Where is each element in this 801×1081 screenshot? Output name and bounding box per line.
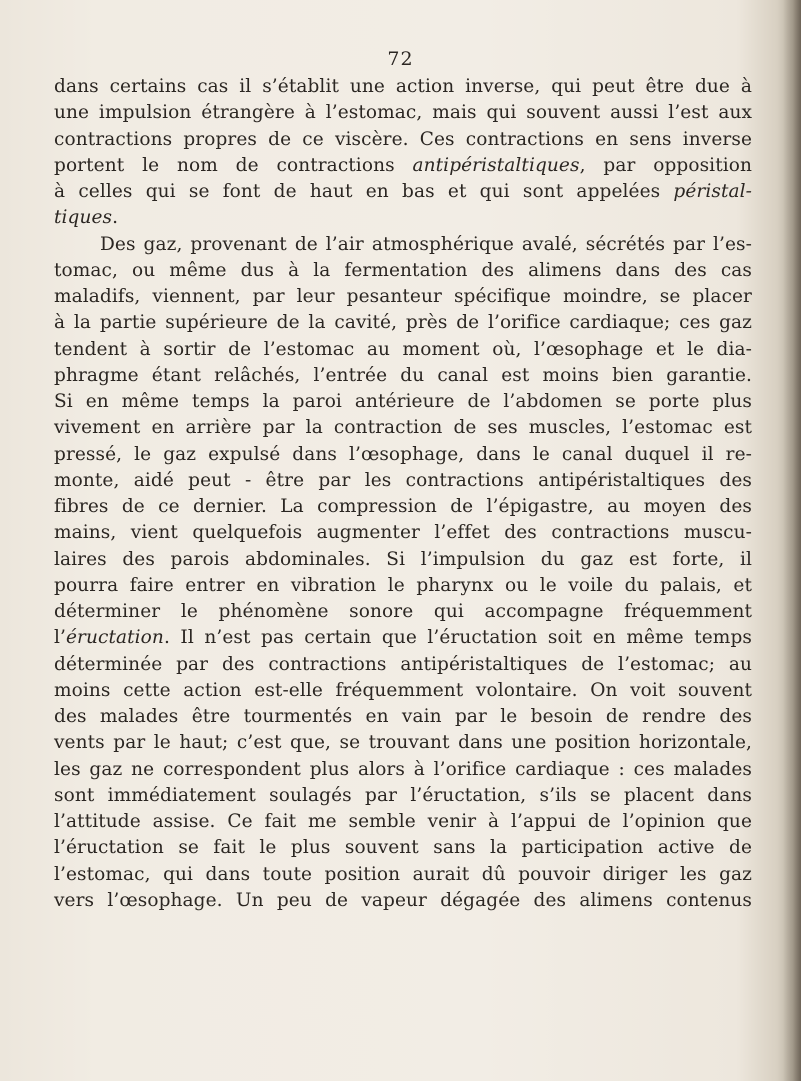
text-line — [54, 757, 752, 783]
text-segment: les gaz ne correspondent plus alors à l’orifice cardiaque : ces malades — [54, 758, 752, 780]
text-segment: Des gaz, provenant de l’air atmosphérique avalé, sécrétés par l’es- — [100, 233, 752, 255]
text-segment: . — [112, 207, 119, 229]
text-segment: pourra faire entrer en vibration le pharynx ou le voile du palais, et — [54, 574, 752, 596]
text-segment: maladifs, viennent, par leur pesanteur spécifique moindre, se placer — [54, 286, 752, 307]
text-segment: une impulsion étrangère à l’estomac, mais qui souvent aussi l’est aux — [54, 102, 752, 124]
text-segment: des malades être tourmentés en vain par le besoin de rendre des — [54, 706, 752, 727]
text-segment: Si en même temps la paroi antérieure de l’abdomen se porte plus — [54, 391, 752, 412]
text-line — [54, 888, 752, 914]
text-segment: tomac, ou même dus à la fermentation des alimens dans des cas — [54, 259, 752, 281]
text-segment: portent le nom de contractions — [54, 154, 413, 176]
text-line — [54, 258, 752, 284]
text-line — [54, 153, 752, 179]
text-line — [54, 862, 752, 888]
text-line — [54, 704, 752, 730]
text-segment: à celles qui se font de haut en bas et qui sont appelées — [54, 181, 674, 202]
text-line — [54, 100, 752, 126]
text-segment: , par opposition — [579, 154, 752, 176]
text-segment: phragme étant relâchés, l’entrée du canal est moins bien garantie. — [54, 364, 752, 386]
page-edge-shadow — [783, 0, 801, 1081]
text-segment: l’ — [54, 627, 66, 649]
italic-term: tiques — [54, 207, 113, 229]
text-segment: . Il n’est pas certain que l’éructation soit en même temps — [163, 627, 752, 649]
text-line — [54, 415, 752, 441]
text-segment: monte, aidé peut - être par les contractions antipéristaltiques des — [54, 469, 752, 491]
text-line — [54, 363, 752, 389]
text-line — [54, 547, 752, 573]
text-segment: déterminée par des contractions antipéristaltiques de l’estomac; au — [54, 653, 752, 675]
text-segment: vers l’œsophage. Un peu de vapeur dégagée des alimens contenus — [54, 889, 752, 911]
text-line — [54, 442, 752, 468]
text-segment: tendent à sortir de l’estomac au moment où, l’œsophage et le dia- — [54, 338, 752, 360]
text-line — [54, 284, 752, 310]
page-number: 72 — [387, 48, 414, 70]
body-text — [54, 74, 752, 914]
text-segment: l’éructation se fait le plus souvent sans la participation active de — [54, 837, 752, 859]
text-segment: fibres de ce dernier. La compression de l’épigastre, au moyen des — [54, 496, 752, 517]
text-line — [54, 127, 752, 153]
text-line — [54, 389, 752, 415]
text-segment: déterminer le phénomène sonore qui accompagne fréquemment — [54, 601, 752, 622]
text-line — [54, 678, 752, 704]
italic-term: péristal- — [673, 181, 752, 202]
text-line — [54, 835, 752, 861]
text-segment: à la partie supérieure de la cavité, près de l’orifice cardiaque; ces gaz — [54, 312, 752, 334]
text-line — [54, 468, 752, 494]
italic-term: éructation — [66, 627, 164, 649]
text-line — [54, 520, 752, 546]
text-line — [54, 494, 752, 520]
text-line — [54, 310, 752, 336]
text-line — [54, 599, 752, 625]
text-line — [54, 232, 752, 258]
text-line — [54, 625, 752, 651]
text-line — [54, 783, 752, 809]
text-segment: l’attitude assise. Ce fait me semble venir à l’appui de l’opinion que — [54, 811, 752, 832]
text-segment: sont immédiatement soulagés par l’éructation, s’ils se placent dans — [54, 784, 752, 806]
italic-term: antipéristaltiques — [412, 154, 580, 176]
text-segment: vivement en arrière par la contraction de ses muscles, l’estomac est — [54, 417, 752, 439]
text-line — [54, 179, 752, 205]
text-line — [54, 809, 752, 835]
text-segment: laires des parois abdominales. Si l’impulsion du gaz est forte, il — [54, 548, 752, 570]
text-segment: vents par le haut; c’est que, se trouvant dans une position horizontale, — [54, 732, 752, 754]
text-line — [54, 74, 752, 100]
text-segment: moins cette action est-elle fréquemment volontaire. On voit souvent — [54, 679, 752, 701]
text-segment: dans certains cas il s’établit une action inverse, qui peut être due à — [54, 76, 752, 97]
text-line — [54, 652, 752, 678]
text-segment: mains, vient quelquefois augmenter l’effet des contractions muscu- — [54, 522, 752, 544]
text-line — [54, 573, 752, 599]
text-line — [54, 730, 752, 756]
text-line — [54, 337, 752, 363]
text-segment: pressé, le gaz expulsé dans l’œsophage, dans le canal duquel il re- — [54, 443, 752, 465]
text-segment: contractions propres de ce viscère. Ces contractions en sens inverse — [54, 128, 752, 150]
text-segment: l’estomac, qui dans toute position aurait dû pouvoir diriger les gaz — [54, 863, 752, 885]
text-line — [54, 205, 752, 231]
